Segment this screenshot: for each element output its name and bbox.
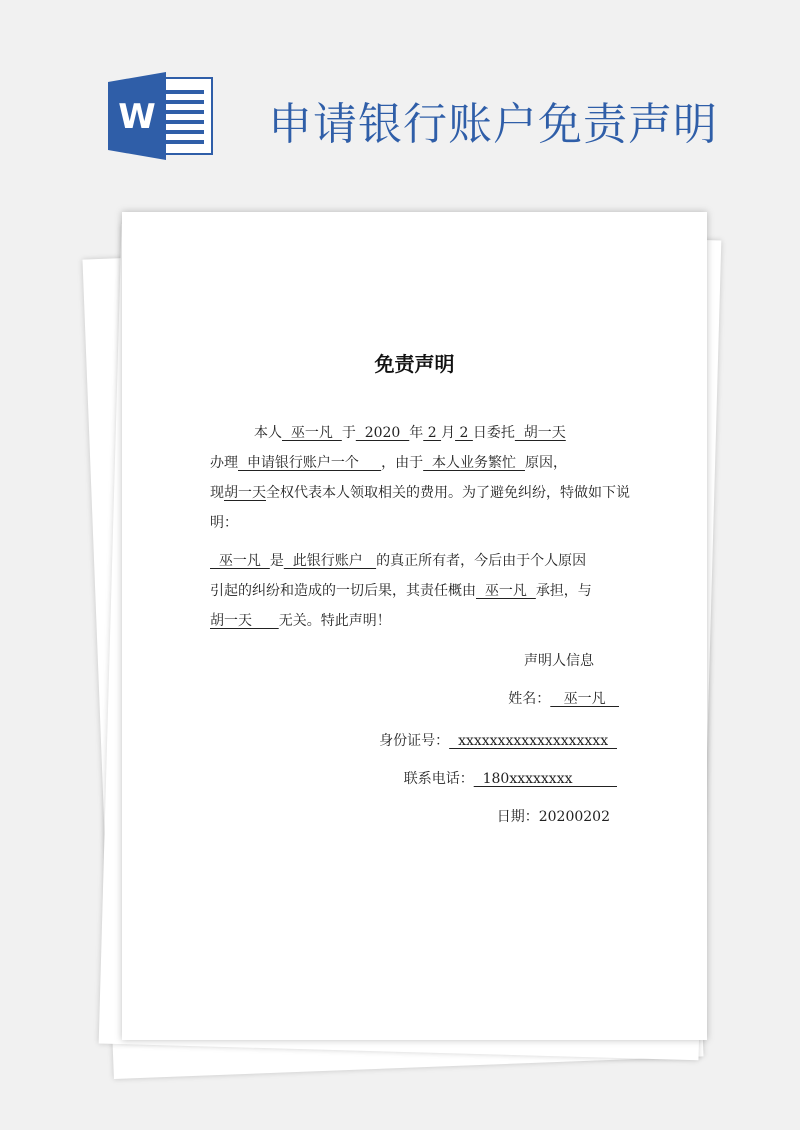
date-row: 日期：20200202: [496, 809, 610, 825]
reason-value: 本人业务繁忙: [423, 455, 525, 471]
word-document-icon: [108, 72, 218, 160]
banner: [0, 0, 800, 200]
paragraph-line: 引起的纠纷和造成的一切后果，其责任概由 巫一凡 承担，与: [210, 583, 592, 599]
paragraph-line: 办理 申请银行账户一个 ，由于 本人业务繁忙 原因，: [210, 455, 567, 471]
id-number-field: xxxxxxxxxxxxxxxxxxx: [449, 733, 617, 749]
agent-name: 胡一天: [210, 613, 279, 629]
banner-title: 申请银行账户免责声明: [268, 99, 718, 150]
paragraph-line: 本人 巫一凡 于 2020 年 2 月 2 日委托 胡一天: [254, 425, 566, 441]
id-row: 身份证号： xxxxxxxxxxxxxxxxxxx: [379, 733, 617, 749]
paragraph-line: 明：: [210, 515, 238, 531]
document-title: 免责声明: [374, 352, 455, 376]
paragraph-line: 巫一凡 是 此银行账户 的真正所有者，今后由于个人原因: [210, 553, 587, 569]
date-field: 20200202: [538, 809, 610, 825]
phone-field: 180xxxxxxxx: [473, 771, 617, 787]
declarant-heading: 声明人信息: [524, 653, 594, 669]
declarant-name: 巫一凡: [282, 425, 342, 441]
svg-text:W: W: [118, 97, 156, 137]
agent-name: 胡一天: [224, 485, 266, 501]
matter-value: 申请银行账户一个: [238, 455, 382, 471]
day-value: 2: [455, 425, 473, 441]
paragraph-line: 胡一天 无关。特此声明！: [210, 613, 391, 629]
phone-row: 联系电话： 180xxxxxxxx: [403, 771, 617, 787]
document-page: [122, 212, 707, 1040]
year-value: 2020: [355, 425, 410, 441]
name-field: 巫一凡: [550, 691, 619, 707]
agent-name: 胡一天: [514, 425, 566, 441]
month-value: 2: [423, 425, 442, 441]
item-value: 此银行账户: [283, 553, 377, 569]
owner-name: 巫一凡: [210, 553, 270, 569]
declaration-body: [210, 418, 630, 636]
name-row: 姓名： 巫一凡: [508, 691, 619, 707]
responsible-name: 巫一凡: [476, 583, 536, 599]
paragraph-line: 现胡一天全权代表本人领取相关的费用。为了避免纠纷，特做如下说: [210, 485, 630, 501]
